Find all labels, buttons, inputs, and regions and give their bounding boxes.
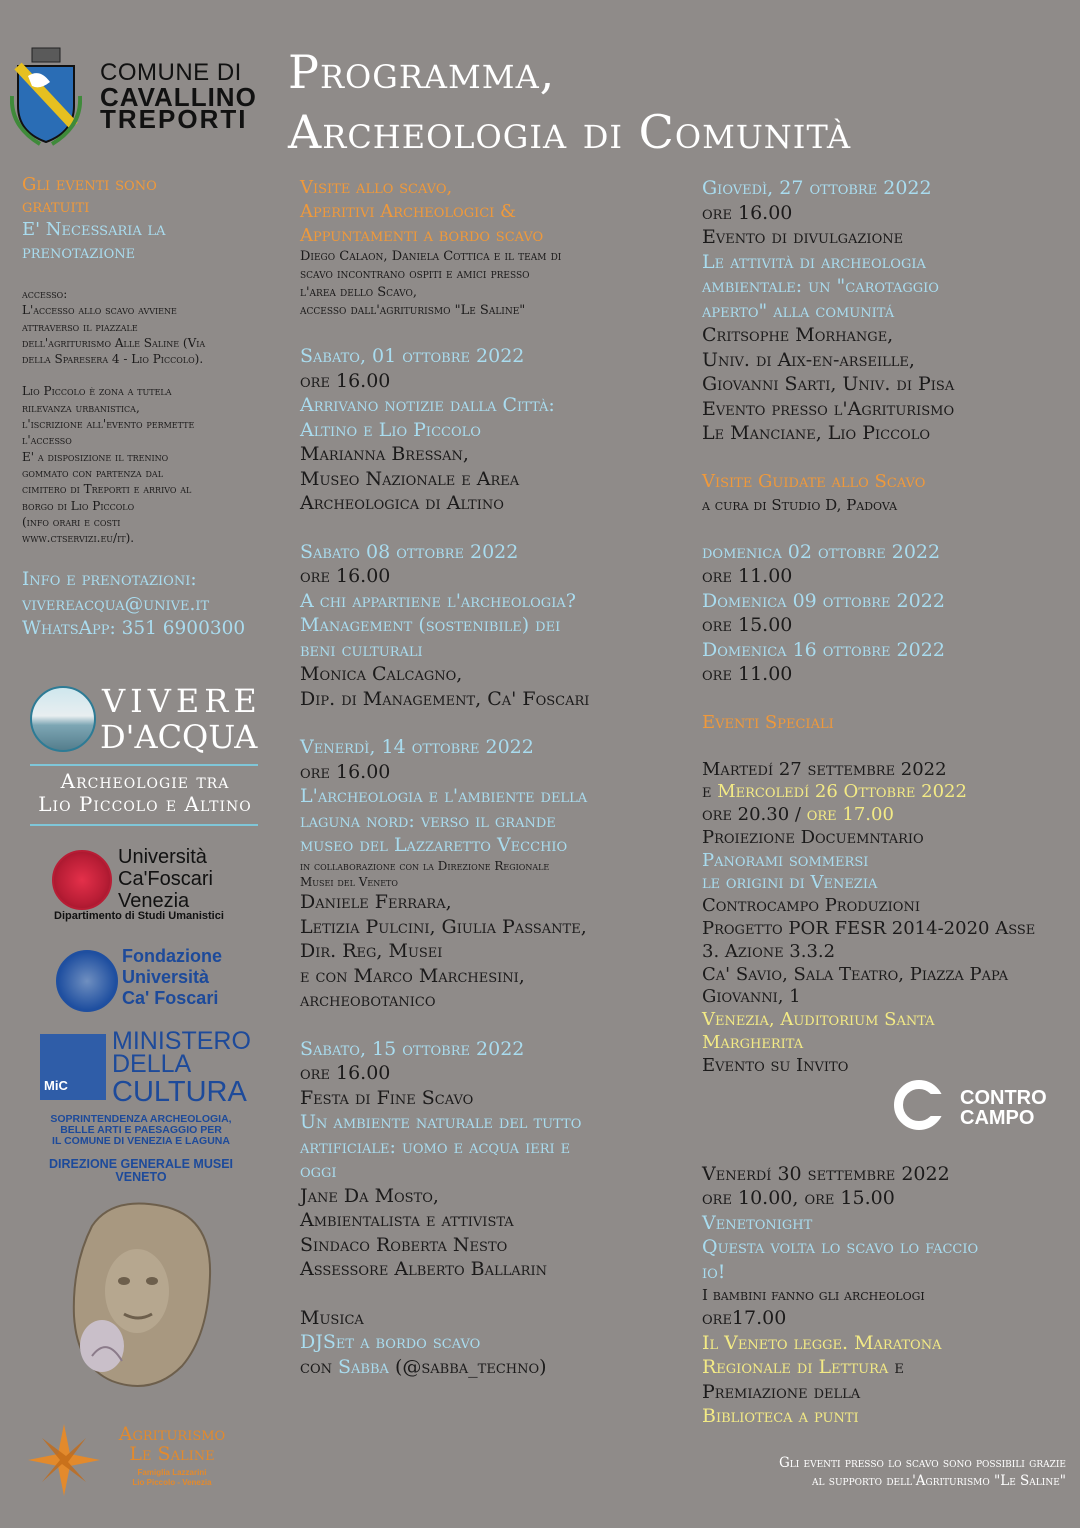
event-time: ore 16.00 — [300, 760, 391, 783]
zone-line: l'iscrizione all'evento permette — [22, 417, 195, 432]
music-title: DJSet a bordo scavo — [300, 1331, 481, 1354]
cultura-word: CULTURA — [112, 1076, 247, 1108]
special-event-venetonight — [702, 1162, 1072, 1429]
event-speaker: Dir. Reg, Musei — [300, 940, 443, 963]
event-highlight: Regionale di Lettura — [702, 1356, 889, 1379]
fondazione-line: Fondazione — [122, 946, 222, 966]
title-line-2: Archeologia di Comunità — [288, 105, 852, 159]
event-time: ore 16.00 — [300, 565, 391, 587]
event-title: Management (sostenibile) dei — [300, 614, 561, 636]
guided-visits-by: a cura di Studio D, Padova — [702, 495, 898, 514]
ministero-name — [112, 1027, 251, 1078]
event-kind: Evento di divulgazione — [702, 226, 904, 248]
controcampo-line: CONTRO — [960, 1087, 1047, 1109]
crest-icon — [10, 46, 82, 146]
event-speaker: Critsophe Morhange, — [702, 324, 894, 346]
comune-logo — [10, 40, 270, 150]
event-speaker: Ambientalista e attivista — [300, 1209, 514, 1232]
special-event-documentary — [702, 759, 1072, 1078]
and-text: e — [888, 1356, 904, 1379]
event-invite-note: Evento su Invito — [702, 1054, 849, 1076]
event-times — [702, 804, 1072, 827]
soprintendenza-text — [26, 1114, 256, 1147]
footer-line: Gli eventi presso lo scavo sono possibili grazie — [778, 1455, 1066, 1471]
villa-lagoon-icon — [30, 686, 96, 752]
event-title: Panorami sommersi — [702, 849, 869, 871]
music-section — [300, 1306, 680, 1380]
event-title: artificiale: uomo e acqua ieri e — [300, 1135, 571, 1158]
event-info: Progetto POR FESR 2014-2020 Asse — [702, 918, 1036, 940]
event-speaker: Archeologica di Altino — [300, 492, 504, 514]
agriturismo-logo — [28, 1424, 248, 1504]
agriturismo-subtitle — [102, 1468, 242, 1488]
visits-heading-line: Visite allo scavo, — [300, 177, 453, 198]
fondazione-seal-icon — [56, 950, 118, 1012]
soprintendenza-line: SOPRINTENDENZA ARCHEOLOGIA, — [50, 1113, 232, 1125]
event-date: Venerdí 30 settembre 2022 — [702, 1162, 950, 1185]
event-subtitle: Festa di Fine Scavo — [300, 1086, 474, 1109]
vivere-subtitle-line: Archeologie tra — [60, 769, 230, 793]
zone-info — [22, 383, 272, 546]
zone-line: (info orari e costi — [22, 514, 121, 529]
event-title: Arrivano notizie dalla Città: — [300, 394, 555, 416]
event-speaker: Assessore Alberto Ballarin — [300, 1258, 547, 1281]
title-line-1: Programma, — [288, 45, 556, 99]
stone-relief-image — [62, 1196, 222, 1396]
event-venue: Venezia, Auditorium Santa — [702, 1009, 935, 1031]
divider — [30, 824, 258, 826]
music-dj: Sabba — [338, 1355, 389, 1378]
event-title: Un ambiente naturale del tutto — [300, 1111, 582, 1134]
zone-line: borgo di Lio Piccolo — [22, 498, 135, 513]
event-highlight-line — [702, 1355, 1072, 1380]
controcampo-name — [960, 1088, 1047, 1128]
agriturismo-name — [102, 1424, 242, 1464]
event-title: oggi — [300, 1160, 337, 1183]
event-speaker: Daniele Ferrara, — [300, 891, 452, 914]
event-speaker: Giovanni Sarti, Univ. di Pisa — [702, 373, 955, 395]
agri-sub-line: Famiglia Lazzarini — [137, 1468, 207, 1477]
guided-date: Domenica 16 ottobre 2022 — [702, 638, 945, 661]
event-oct-08 — [300, 540, 680, 712]
event-highlight: Biblioteca a punti — [702, 1405, 859, 1428]
direzione-line: VENETO — [115, 1170, 167, 1184]
access-line: accesso: — [22, 287, 68, 301]
event-title: Altino e Lio Piccolo — [300, 418, 481, 441]
ring-gap — [926, 1094, 948, 1116]
fondazione-line: Università — [122, 967, 210, 987]
event-speaker: Sindaco Roberta Nesto — [300, 1233, 508, 1256]
fondazione-name — [122, 946, 222, 1009]
event-oct-15 — [300, 1037, 680, 1282]
event-date-2 — [702, 781, 1072, 804]
comune-line-3: TREPORTI — [100, 104, 248, 134]
visits-heading-line: Appuntamenti a bordo scavo — [300, 225, 544, 246]
comune-line-2: CAVALLINO — [100, 82, 257, 112]
guided-time: ore 15.00 — [702, 614, 793, 636]
music-dj-line — [300, 1355, 680, 1380]
event-oct-01 — [300, 344, 680, 516]
guided-time: ore 11.00 — [702, 565, 793, 587]
event-speaker: e con Marco Marchesini, — [300, 964, 525, 987]
free-events-line-1: Gli eventi sono — [22, 174, 157, 195]
event-speaker: Evento presso l'Agriturismo — [702, 397, 955, 420]
event-name: Venetonight — [702, 1211, 813, 1234]
event-info: Ca' Savio, Sala Teatro, Piazza Papa — [702, 963, 1008, 985]
middle-column — [300, 176, 680, 1379]
event-title: le origini di Venezia — [702, 872, 878, 894]
event-title: beni culturali — [300, 638, 423, 661]
unive-line: Università — [118, 846, 207, 868]
vivere-dacqua-logo — [30, 684, 260, 834]
access-line: L'accesso allo scavo avviene — [22, 303, 177, 318]
visits-description — [300, 248, 680, 320]
controcampo-logo — [894, 1080, 1064, 1142]
contact-label: Info e prenotazioni: — [22, 569, 197, 591]
access-line: dell'agriturismo Alle Saline (Via — [22, 335, 206, 350]
guided-date: domenica 02 ottobre 2022 — [702, 540, 941, 563]
agri-line: Agriturismo — [118, 1423, 226, 1445]
free-events-line-2: gratuiti — [22, 196, 90, 217]
event-date: Martedí 27 settembre 2022 — [702, 758, 947, 780]
guided-visits-heading: Visite Guidate allo Scavo — [702, 470, 926, 492]
event-time: ore 10.00, ore 15.00 — [702, 1187, 895, 1210]
music-con: con — [300, 1355, 339, 1378]
event-note: in collaborazione con la Direzione Regionale — [300, 858, 550, 873]
visits-desc-line: Diego Calaon, Daniela Cottica e il team di — [300, 249, 562, 264]
zone-line: rilevanza urbanistica, — [22, 400, 140, 415]
event-time-highlight: ore 17.00 — [806, 804, 894, 826]
event-title: aperto" alla comunitá — [702, 299, 895, 322]
event-kind: Proiezione Docuemntario — [702, 826, 924, 848]
agri-line: Le Saline — [129, 1443, 215, 1465]
event-speaker: archeobotanico — [300, 989, 436, 1012]
event-description: I bambini fanno gli archeologi — [702, 1286, 925, 1305]
event-time: ore 16.00 — [702, 201, 793, 224]
event-info: Controcampo Produzioni — [702, 895, 920, 917]
event-speaker: Univ. di Aix-en-arseille, — [702, 348, 915, 371]
contact-info — [22, 568, 272, 642]
event-title: Le attività di archeologia — [702, 250, 926, 273]
contact-email[interactable]: vivereacqua@unive.it — [22, 593, 210, 615]
soprintendenza-line: IL COMUNE DI VENEZIA E LAGUNA — [52, 1135, 230, 1147]
footer-line: al supporto dell'Agriturismo "Le Saline" — [812, 1473, 1066, 1489]
ca-foscari-logo — [52, 846, 262, 926]
event-title: museo del Lazzaretto Vecchio — [300, 834, 568, 856]
event-speaker: Monica Calcagno, — [300, 663, 463, 685]
ministero-line: DELLA — [112, 1050, 192, 1078]
event-title: L'archeologia e l'ambiente della — [300, 785, 588, 807]
access-line: della Sparesera 4 - Lio Piccolo). — [22, 352, 204, 367]
visits-desc-line: scavo incontrano ospiti e amici presso — [300, 267, 530, 282]
event-date-highlight: Mercoledí 26 Ottobre 2022 — [717, 781, 967, 803]
ministero-logo — [40, 1027, 260, 1110]
event-info: 3. Azione 3.3.2 — [702, 940, 836, 962]
guided-visits-list — [702, 540, 1072, 687]
event-speaker: Jane Da Mosto, — [300, 1184, 439, 1207]
zone-line: www.ctservizi.eu/it). — [22, 531, 135, 546]
compass-star-icon — [28, 1424, 100, 1496]
visits-desc-line: l'area dello Scavo, — [300, 285, 417, 300]
event-date: Sabato, 01 ottobre 2022 — [300, 345, 525, 367]
event-oct-27 — [702, 176, 1072, 446]
event-speaker: Le Manciane, Lio Piccolo — [702, 422, 930, 444]
ca-foscari-name — [118, 846, 213, 912]
event-date: Venerdì, 14 ottobre 2022 — [300, 736, 534, 758]
event-title: A chi appartiene l'archeologia? — [300, 589, 576, 612]
event-note: Musei del Veneto — [300, 874, 398, 889]
event-date: Giovedì, 27 ottobre 2022 — [702, 177, 932, 199]
mic-label: MiC — [44, 1078, 68, 1093]
dacqua-word: D'ACQUA — [100, 718, 258, 756]
ca-foscari-seal-icon — [52, 850, 112, 910]
music-label: Musica — [300, 1306, 364, 1329]
zone-line: Lio Piccolo è zona a tutela — [22, 384, 172, 399]
comune-line-1: COMUNE DI — [100, 59, 242, 86]
event-title: laguna nord: verso il grande — [300, 809, 556, 832]
access-info — [22, 286, 272, 367]
direzione-line: DIREZIONE GENERALE MUSEI — [48, 1157, 234, 1171]
event-date: Sabato, 15 ottobre 2022 — [300, 1037, 525, 1060]
right-column — [702, 176, 1072, 1429]
page-title — [288, 42, 851, 162]
event-time: ore 20.30 / — [702, 804, 807, 826]
guided-date: Domenica 09 ottobre 2022 — [702, 589, 945, 612]
unive-line: Venezia — [118, 890, 190, 912]
booking-line-2: prenotazione — [22, 242, 136, 263]
controcampo-line: CAMPO — [960, 1107, 1035, 1129]
vivere-subtitle-line: Lio Piccolo e Altino — [38, 792, 252, 816]
event-oct-14 — [300, 735, 680, 1013]
divider — [30, 764, 258, 766]
music-handle: (@sabba_techno) — [388, 1355, 547, 1378]
event-title: ambientale: un "carotaggio — [702, 275, 939, 297]
zone-line: E' a disposizione il trenino — [22, 449, 169, 464]
event-speaker: Dip. di Management, Ca' Foscari — [300, 687, 590, 710]
event-time: ore 16.00 — [300, 369, 391, 392]
event-speaker: Marianna Bressan, — [300, 443, 469, 465]
access-line: attraverso il piazzale — [22, 319, 138, 334]
direzione-musei-text — [26, 1158, 256, 1184]
event-speaker: Letizia Pulcini, Giulia Passante, — [300, 915, 587, 938]
event-text: Premiazione della — [702, 1380, 861, 1403]
zone-line: cimitero di Treporti e arrivo al — [22, 482, 192, 497]
zone-line: l'accesso — [22, 433, 72, 448]
booking-line-1: E' Necessaria la — [22, 219, 166, 240]
fondazione-logo — [56, 946, 256, 1014]
visits-heading-line: Aperitivi Archeologici & — [300, 201, 517, 222]
guided-time: ore 11.00 — [702, 663, 793, 685]
contact-whatsapp[interactable]: WhatsApp: 351 6900300 — [22, 618, 246, 640]
event-time: ore 16.00 — [300, 1062, 391, 1085]
and-text: e — [702, 781, 718, 803]
event-venue: Margherita — [702, 1032, 804, 1054]
event-speaker: Museo Nazionale e Area — [300, 467, 520, 490]
event-time: ore17.00 — [702, 1307, 787, 1330]
footer-note — [646, 1454, 1066, 1490]
event-highlight: Il Veneto legge. Maratona — [702, 1331, 942, 1354]
special-events-heading: Eventi Speciali — [702, 711, 834, 733]
event-date: Sabato 08 ottobre 2022 — [300, 540, 519, 563]
event-title: io! — [702, 1260, 726, 1283]
unive-line: Ca'Foscari — [118, 868, 213, 890]
fondazione-line: Ca' Foscari — [122, 988, 219, 1008]
visits-heading — [300, 176, 680, 248]
visits-desc-line: accesso dall'agriturismo "Le Saline" — [300, 303, 526, 318]
agri-sub-line: Lio Piccolo - Venezia — [132, 1478, 212, 1487]
event-info: Giovanni, 1 — [702, 986, 801, 1008]
zone-line: gommato con partenza dal — [22, 465, 164, 480]
left-column — [22, 174, 272, 642]
event-title: Questa volta lo scavo lo faccio — [702, 1236, 979, 1259]
vivere-subtitle — [30, 770, 260, 816]
department-name: Dipartimento di Studi Umanistici — [54, 910, 224, 922]
ministero-line: MINISTERO — [112, 1027, 251, 1055]
soprintendenza-line: BELLE ARTI E PAESAGGIO PER — [60, 1124, 222, 1136]
vivere-word: VIVERE — [102, 682, 262, 720]
